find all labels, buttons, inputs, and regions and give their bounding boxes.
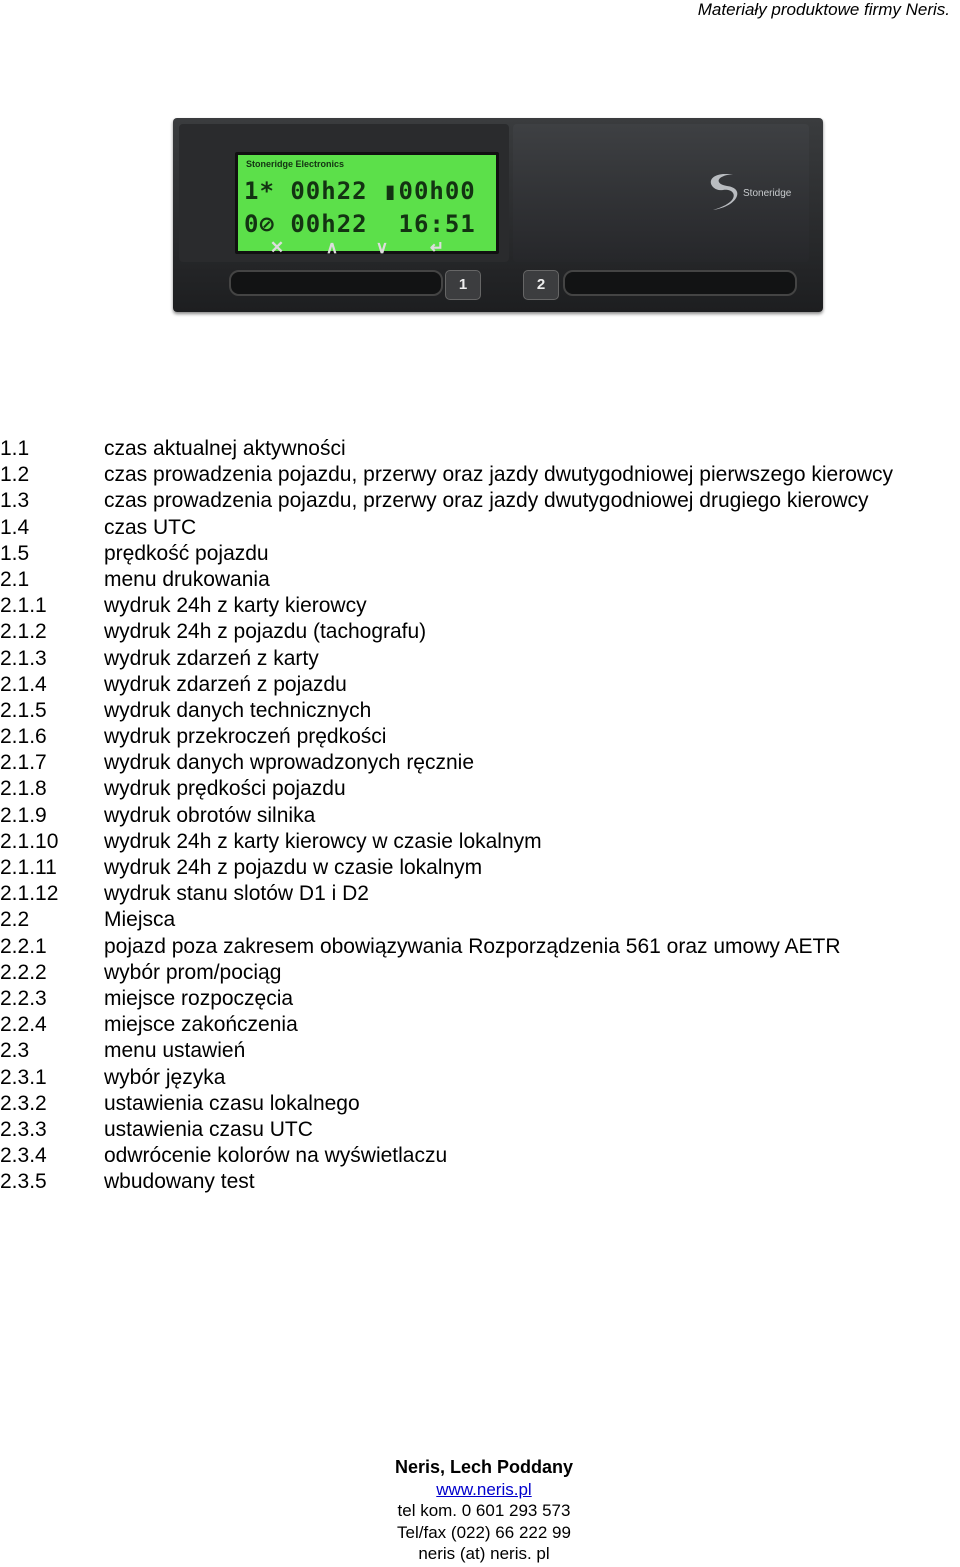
list-item — [0, 567, 893, 593]
down-icon: ∨ — [375, 238, 389, 257]
item-text: wydruk danych technicznych — [104, 698, 372, 722]
item-text: ustawienia czasu lokalnego — [104, 1091, 360, 1115]
stoneridge-logo-icon — [693, 166, 793, 216]
item-text: odwrócenie kolorów na wyświetlaczu — [104, 1144, 448, 1168]
item-text: wydruk 24h z pojazdu (tachografu) — [104, 620, 427, 644]
item-number: 2.1.4 — [0, 672, 47, 696]
item-number: 1.3 — [0, 489, 30, 513]
item-number: 2.1 — [0, 567, 30, 591]
printer-cover — [513, 124, 809, 262]
list-item — [0, 1038, 893, 1064]
item-number: 2.2.4 — [0, 1013, 47, 1037]
nav-buttons — [263, 238, 463, 260]
item-number: 2.2 — [0, 908, 30, 932]
item-text: wydruk danych wprowadzonych ręcznie — [104, 751, 475, 775]
card-2-button: 2 — [523, 270, 559, 300]
menu-list — [0, 436, 893, 1195]
list-item — [0, 515, 893, 541]
item-number: 2.1.12 — [0, 882, 59, 906]
item-text: wydruk 24h z pojazdu w czasie lokalnym — [104, 856, 483, 879]
item-text: czas prowadzenia pojazdu, przerwy oraz jazdy dwutygodniowej pierwszego kierowcy — [104, 463, 894, 487]
lcd-line-1: 1* 00h22 ▮00h00 — [244, 177, 476, 205]
card-slot-2 — [563, 270, 797, 296]
item-text: menu ustawień — [104, 1039, 246, 1063]
item-text: prędkość pojazdu — [104, 541, 269, 565]
item-number: 1.1 — [0, 437, 30, 460]
item-number: 2.3 — [0, 1039, 30, 1063]
item-text: wydruk 24h z karty kierowcy — [104, 594, 367, 618]
mobile-phone: tel kom. 0 601 293 573 — [397, 1501, 571, 1521]
list-item — [0, 1169, 893, 1195]
list-item — [0, 776, 893, 802]
item-text: wydruk obrotów silnika — [104, 803, 316, 827]
list-item — [0, 698, 893, 724]
lcd-brand: Stoneridge Electronics — [246, 159, 345, 169]
list-item — [0, 803, 893, 829]
card-1-button: 1 — [445, 270, 481, 300]
item-number: 2.1.7 — [0, 751, 47, 775]
list-item — [0, 436, 893, 462]
item-number: 2.1.1 — [0, 594, 47, 618]
list-item — [0, 672, 893, 698]
list-item — [0, 934, 893, 960]
svg-text:Stoneridge: Stoneridge — [743, 188, 792, 199]
item-text: wbudowany test — [104, 1170, 255, 1194]
item-text: czas prowadzenia pojazdu, przerwy oraz jazdy dwutygodniowej drugiego kierowcy — [104, 489, 869, 513]
page-header: Materiały produktowe firmy Neris. — [697, 0, 950, 19]
item-text: miejsce rozpoczęcia — [104, 986, 294, 1010]
list-item — [0, 1012, 893, 1038]
list-item — [0, 593, 893, 619]
item-text: czas aktualnej aktywności — [104, 437, 346, 460]
item-text: wybór prom/pociąg — [104, 960, 282, 984]
item-text: czas UTC — [104, 515, 197, 539]
item-number: 2.1.3 — [0, 646, 47, 670]
list-item — [0, 855, 893, 881]
item-text: menu drukowania — [104, 567, 270, 591]
item-text: pojazd poza zakresem obowiązywania Rozporządzenia 561 oraz umowy AETR — [104, 934, 841, 958]
item-number: 2.1.6 — [0, 725, 47, 749]
item-text: ustawienia czasu UTC — [104, 1117, 313, 1141]
item-number: 2.1.5 — [0, 698, 47, 722]
item-text: wydruk przekroczeń prędkości — [104, 725, 387, 749]
item-text: miejsce zakończenia — [104, 1013, 298, 1037]
item-text: wydruk stanu slotów D1 i D2 — [104, 882, 369, 906]
tachograph-image — [173, 118, 823, 312]
list-item — [0, 907, 893, 933]
item-number: 2.2.3 — [0, 986, 47, 1010]
item-number: 1.2 — [0, 463, 30, 487]
list-item — [0, 750, 893, 776]
item-text: Miejsca — [104, 908, 176, 932]
lcd-line-2: 0⊘ 00h22 16:51 — [244, 210, 476, 238]
list-item — [0, 619, 893, 645]
contact-footer — [384, 1457, 584, 1565]
company-name: Neris, Lech Poddany — [394, 1457, 574, 1477]
item-text: wydruk 24h z karty kierowcy w czasie lokalnym — [104, 829, 542, 853]
item-number: 2.2.2 — [0, 960, 47, 984]
list-item — [0, 986, 893, 1012]
item-number: 2.1.8 — [0, 777, 47, 801]
list-item — [0, 1117, 893, 1143]
list-item — [0, 541, 893, 567]
list-item — [0, 1065, 893, 1091]
tel-fax: Tel/fax (022) 66 222 99 — [397, 1522, 571, 1542]
email-address: neris (at) neris. pl — [418, 1544, 550, 1564]
up-icon: ∧ — [325, 238, 339, 257]
item-text: wydruk prędkości pojazdu — [104, 777, 346, 801]
item-text: wydruk zdarzeń z pojazdu — [104, 672, 347, 696]
item-number: 1.5 — [0, 541, 30, 565]
list-item — [0, 960, 893, 986]
item-number: 2.1.11 — [0, 856, 57, 879]
item-number: 2.1.10 — [0, 829, 59, 853]
list-item — [0, 1091, 893, 1117]
list-item — [0, 488, 893, 514]
item-number: 2.1.9 — [0, 803, 47, 827]
website-link[interactable]: www.neris.pl — [436, 1479, 532, 1499]
enter-icon: ↵ — [429, 238, 445, 257]
item-number: 2.3.2 — [0, 1091, 47, 1115]
item-number: 2.3.3 — [0, 1117, 47, 1141]
item-text: wybór języka — [104, 1065, 226, 1089]
item-number: 1.4 — [0, 515, 30, 539]
card-slot-1 — [229, 270, 443, 296]
item-number: 2.3.1 — [0, 1065, 47, 1089]
cancel-icon: ✕ — [269, 238, 285, 257]
list-item — [0, 462, 893, 488]
list-item — [0, 881, 893, 907]
item-number: 2.2.1 — [0, 934, 47, 958]
list-item — [0, 646, 893, 672]
list-item — [0, 724, 893, 750]
list-item — [0, 1143, 893, 1169]
item-number: 2.3.5 — [0, 1170, 47, 1194]
list-item — [0, 829, 893, 855]
item-number: 2.1.2 — [0, 620, 47, 644]
item-number: 2.3.4 — [0, 1144, 47, 1168]
item-text: wydruk zdarzeń z karty — [104, 646, 319, 670]
display-panel — [179, 124, 509, 262]
